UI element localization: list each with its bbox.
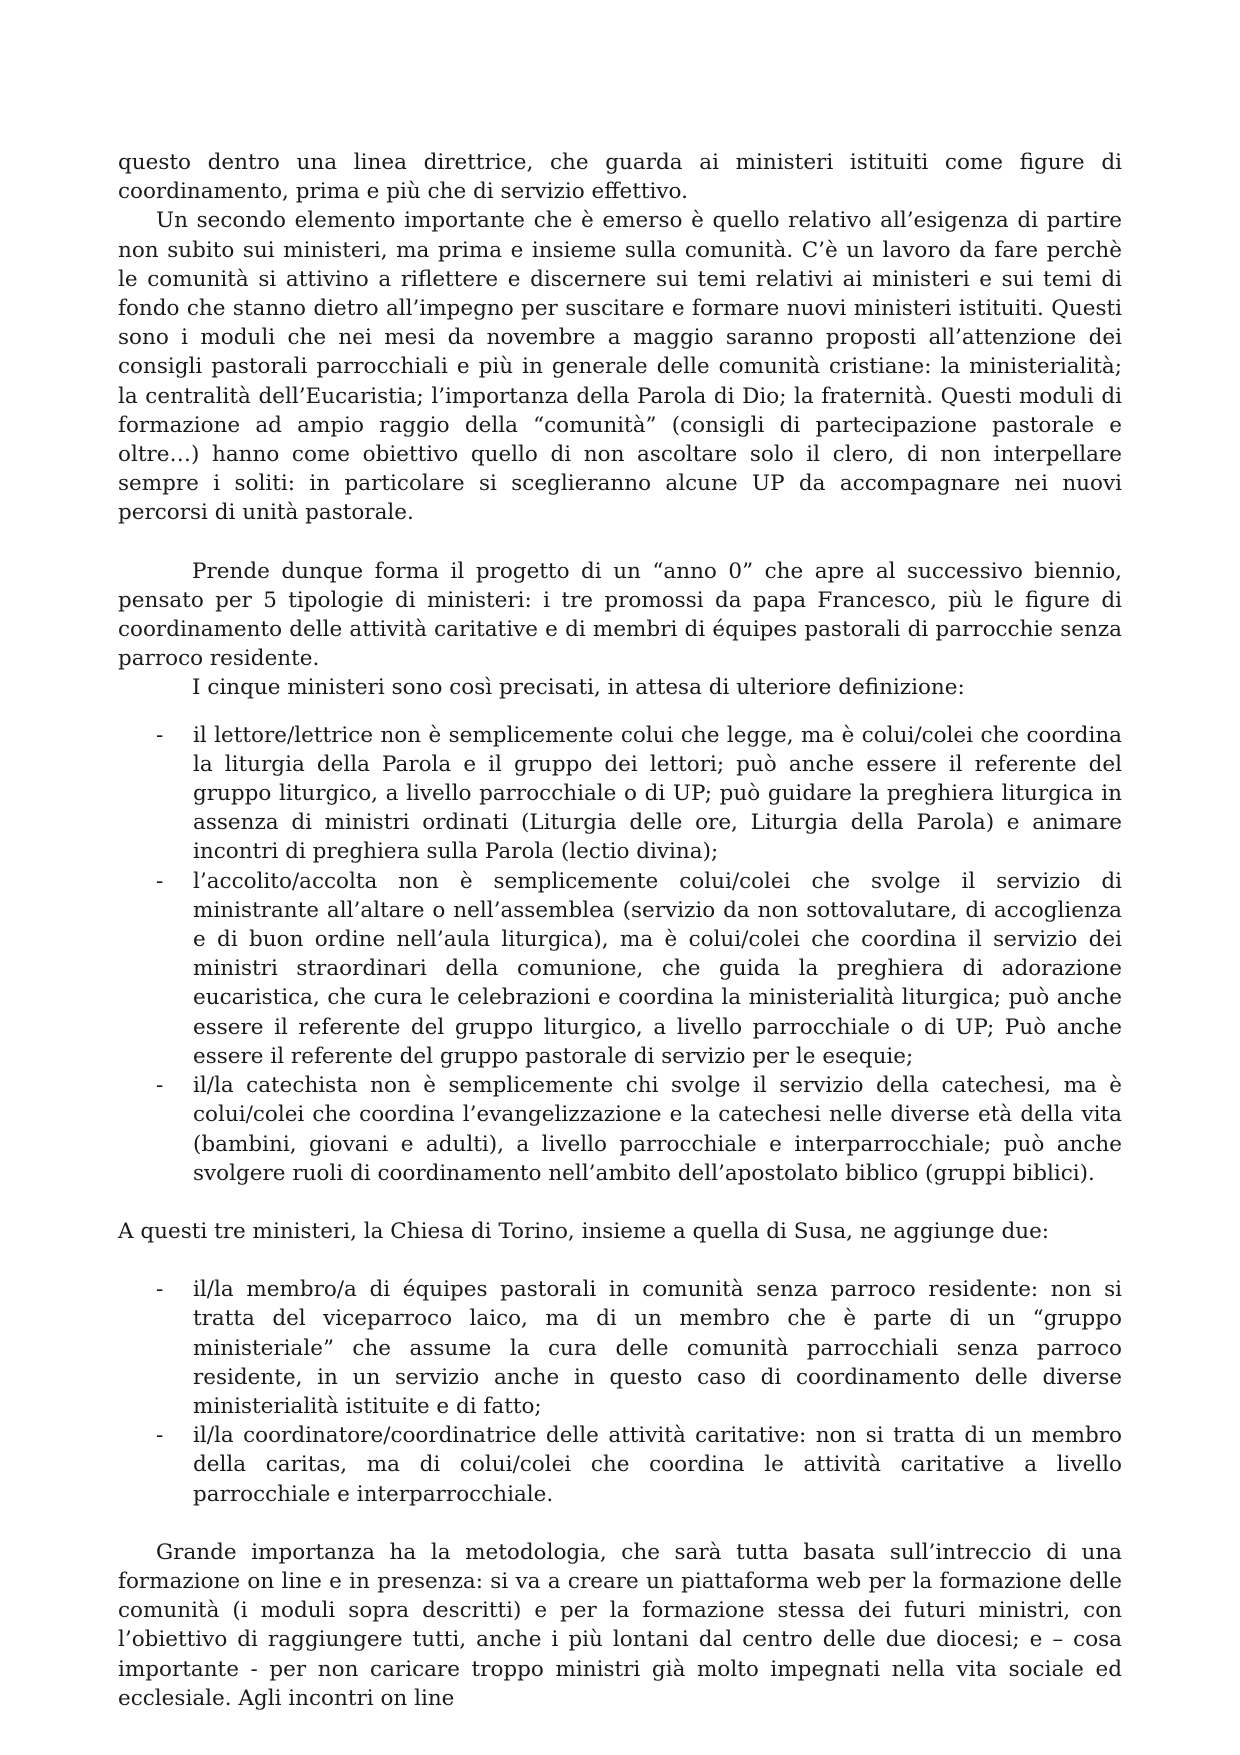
additional-ministries-list bbox=[118, 1275, 1122, 1509]
spacer bbox=[118, 1509, 1122, 1538]
paragraph-2: Un secondo elemento importante che è emerso è quello relativo all’esigenza di partire non subito sui ministeri, ma prima e insieme sulla comunità. C’è un lavoro da fare perchè le comunità si attivino a riflettere e discernere sui temi relativi ai ministeri e sui temi di fondo che stanno dietro all’impegno per suscitare e formare nuovi ministeri istituiti. Questi sono i moduli che nei mesi da novembre a maggio saranno proposti all’attenzione dei consigli pastorali parrocchiali e più in generale delle comunità cristiane: la ministerialità; la centralità dell’Eucaristia; l’importanza della Parola di Dio; la fraternità. Questi moduli di formazione ad ampio raggio della “comunità” (consigli di partecipazione pastorale e oltre…) hanno come obiettivo quello di non ascoltare solo il clero, di non interpellare sempre i soliti: in particolare si sceglieranno alcune UP da accompagnare nei nuovi percorsi di unità pastorale. bbox=[118, 208, 1122, 526]
paragraph-5: A questi tre ministeri, la Chiesa di Torino, insieme a quella di Susa, ne aggiunge due: bbox=[118, 1218, 1050, 1244]
spacer bbox=[118, 1188, 1122, 1217]
list-item-text: il/la coordinatore/coordinatrice delle attività caritative: non si tratta di un membro della caritas, ma di colui/colei che coordina le attività caritative a livello parrocchiale e interparrocchiale. bbox=[193, 1423, 1122, 1507]
list-item bbox=[118, 1071, 1122, 1188]
ministries-list bbox=[118, 721, 1122, 1188]
dash-bullet: - bbox=[156, 1277, 164, 1303]
list-item bbox=[118, 1421, 1122, 1509]
spacer bbox=[118, 1246, 1122, 1275]
list-item bbox=[118, 1275, 1122, 1421]
list-item-text: il/la catechista non è semplicemente chi svolge il servizio della catechesi, ma è colui/colei che coordina l’evangelizzazione e la catechesi nelle diverse età della vita (bambini, giovani e adulti), a livello parrocchiale e interparrocchiale; può anche svolgere ruoli di coordinamento nell’ambito dell’apostolato biblico (gruppi biblici). bbox=[193, 1073, 1122, 1186]
spacer bbox=[118, 703, 1122, 721]
paragraph-1: questo dentro una linea direttrice, che guarda ai ministeri istituiti come figure di coordinamento, prima e più che di servizio effettivo. bbox=[118, 150, 1122, 205]
paragraph-3: Prende dunque forma il progetto di un “anno 0” che apre al successivo biennio, pensato per 5 tipologie di ministeri: i tre promossi da papa Francesco, più le figure di coordinamento delle attività caritative e di membri di équipes pastorali di parrocchie senza parroco residente. bbox=[118, 558, 1122, 672]
spacer bbox=[118, 528, 1122, 557]
list-item-text: l’accolito/accolta non è semplicemente colui/colei che svolge il servizio di ministrante all’altare o nell’assemblea (servizio da non sottovalutare, di accoglienza e di buon ordine nell’aula liturgica), ma è colui/colei che coordina il servizio dei ministri straordinari della comunione, che guida la preghiera di adorazione eucaristica, che cura le celebrazioni e coordina la ministerialità liturgica; può anche essere il referente del gruppo liturgico, a livello parrocchiale o di UP; Può anche essere il referente del gruppo pastorale di servizio per le esequie; bbox=[193, 868, 1122, 1069]
paragraph-4: I cinque ministeri sono così precisati, in attesa di ulteriore definizione: bbox=[192, 675, 965, 701]
dash-bullet: - bbox=[156, 722, 164, 748]
list-item-text: il/la membro/a di équipes pastorali in comunità senza parroco residente: non si tratta del viceparroco laico, ma di un membro che è parte di un “gruppo ministeriale” che assume la cura delle comunità parrocchiali senza parroco residente, in un servizio anche in questo caso di coordinamento delle diverse ministerialità istituite e di fatto; bbox=[193, 1277, 1122, 1419]
list-item-text: il lettore/lettrice non è semplicemente colui che legge, ma è colui/colei che coordina la liturgia della Parola e il gruppo dei lettori; può anche essere il referente del gruppo liturgico, a livello parrocchiale o di UP; può guidare la preghiera liturgica in assenza di ministri ordinati (Liturgia delle ore, Liturgia della Parola) e animare incontri di preghiera sulla Parola (lectio divina); bbox=[193, 722, 1122, 865]
dash-bullet: - bbox=[156, 1423, 164, 1449]
dash-bullet: - bbox=[156, 868, 164, 894]
list-item bbox=[118, 867, 1122, 1071]
document-page bbox=[118, 148, 1122, 1713]
list-item bbox=[118, 721, 1122, 867]
paragraph-6: Grande importanza ha la metodologia, che sarà tutta basata sull’intreccio di una formazione on line e in presenza: si va a creare un piattaforma web per la formazione delle comunità (i moduli sopra descritti) e per la formazione stessa dei futuri ministri, con l’obiettivo di raggiungere tutti, anche i più lontani dal centro delle due diocesi; e – cosa importante - per non caricare troppo ministri già molto impegnati nella vita sociale ed ecclesiale. Agli incontri on line bbox=[118, 1539, 1122, 1711]
dash-bullet: - bbox=[156, 1073, 164, 1099]
